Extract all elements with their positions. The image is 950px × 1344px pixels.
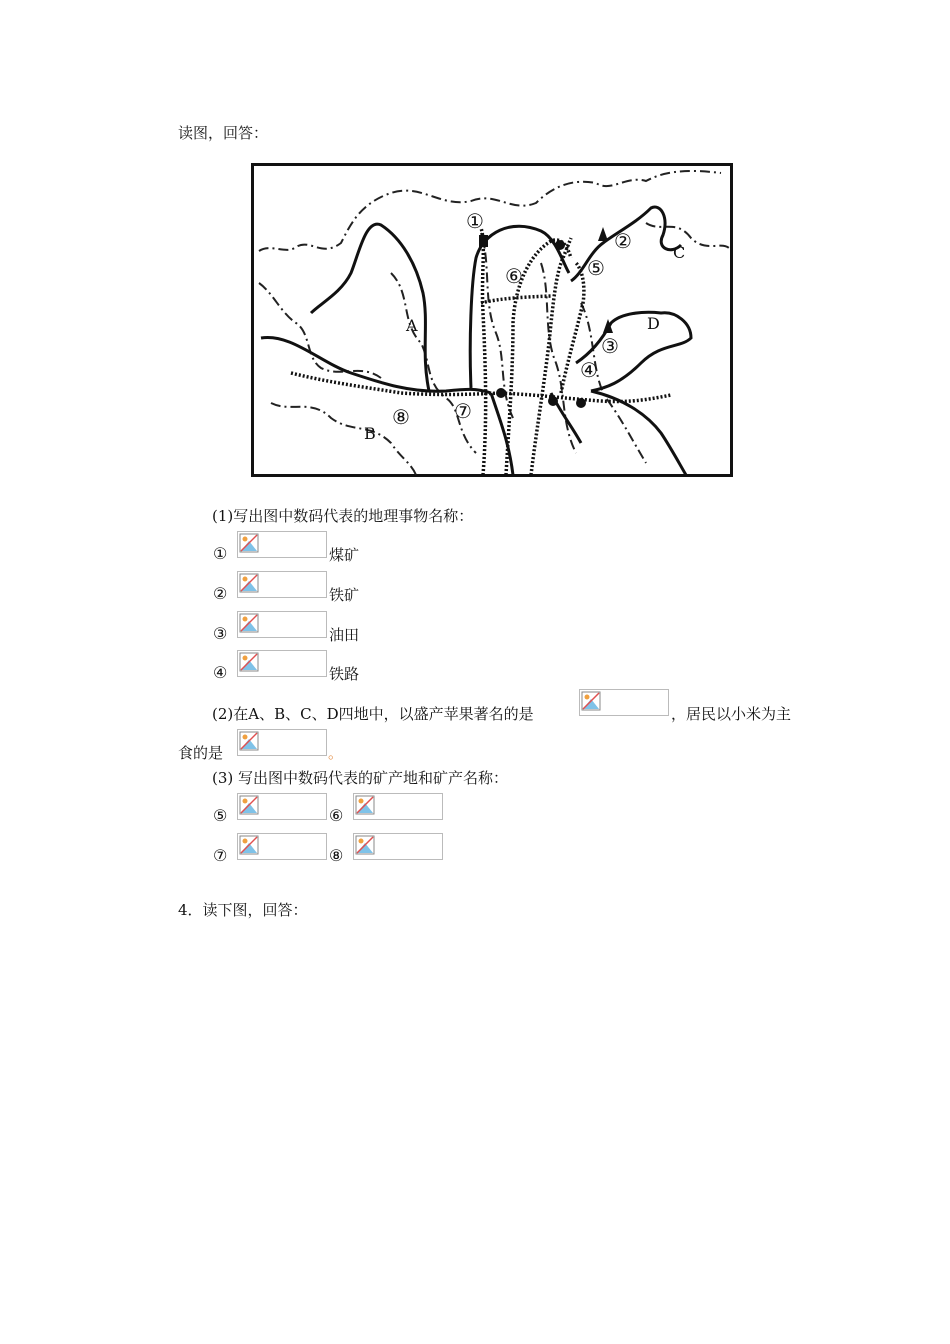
answer-field-apple[interactable] bbox=[579, 689, 669, 716]
broken-image-icon bbox=[239, 795, 259, 815]
broken-image-icon bbox=[239, 533, 259, 553]
q3-num-5: ⑤ bbox=[213, 806, 228, 825]
map-figure bbox=[251, 163, 733, 477]
q3-num-7: ⑦ bbox=[213, 846, 228, 865]
marker-7: ⑦ bbox=[454, 399, 472, 423]
broken-image-icon bbox=[239, 835, 259, 855]
answer-field-8[interactable] bbox=[353, 833, 443, 860]
marker-3: ③ bbox=[601, 334, 619, 358]
q1-prompt: (1)写出图中数码代表的地理事物名称： bbox=[212, 507, 474, 525]
answer-field-3[interactable] bbox=[237, 611, 327, 638]
marker-2: ② bbox=[614, 229, 632, 253]
answer-field-7[interactable] bbox=[237, 833, 327, 860]
broken-image-icon bbox=[581, 691, 601, 711]
q2-part1: (2)在A、B、C、D四地中，以盛产苹果著名的是 bbox=[212, 705, 534, 723]
broken-image-icon bbox=[239, 613, 259, 633]
answer-field-4[interactable] bbox=[237, 650, 327, 677]
city-dot bbox=[576, 398, 586, 408]
q1-suffix-1: 煤矿 bbox=[329, 546, 360, 564]
q1-suffix-4: 铁路 bbox=[329, 665, 360, 683]
intro-text: 读图，回答： bbox=[178, 124, 269, 142]
q3-num-8: ⑧ bbox=[329, 846, 344, 865]
next-question-heading: 4．读下图，回答： bbox=[178, 901, 308, 919]
q2-end-mark: 。 bbox=[328, 744, 344, 762]
region-label-c: C bbox=[673, 243, 686, 262]
city-dot bbox=[555, 240, 565, 250]
answer-field-5[interactable] bbox=[237, 793, 327, 820]
q2-part3: 食的是 bbox=[178, 744, 224, 762]
broken-image-icon bbox=[355, 795, 375, 815]
answer-field-2[interactable] bbox=[237, 571, 327, 598]
broken-image-icon bbox=[239, 731, 259, 751]
marker-6: ⑥ bbox=[505, 264, 523, 288]
city-dot bbox=[548, 396, 558, 406]
marker-1: ① bbox=[466, 209, 484, 233]
city-dot bbox=[496, 388, 506, 398]
answer-field-1[interactable] bbox=[237, 531, 327, 558]
q1-suffix-3: 油田 bbox=[329, 626, 360, 644]
map-svg bbox=[251, 163, 733, 477]
broken-image-icon bbox=[239, 652, 259, 672]
q1-num-2: ② bbox=[213, 584, 228, 603]
marker-8: ⑧ bbox=[392, 405, 410, 429]
region-label-b: B bbox=[364, 424, 376, 443]
region-label-a: A bbox=[406, 316, 418, 335]
marker-4: ④ bbox=[580, 358, 598, 382]
q3-num-6: ⑥ bbox=[329, 806, 344, 825]
broken-image-icon bbox=[239, 573, 259, 593]
q1-num-1: ① bbox=[213, 544, 228, 563]
q1-num-4: ④ bbox=[213, 663, 228, 682]
answer-field-6[interactable] bbox=[353, 793, 443, 820]
q3-prompt: (3) 写出图中数码代表的矿产地和矿产名称： bbox=[212, 769, 509, 787]
broken-image-icon bbox=[355, 835, 375, 855]
answer-field-millet[interactable] bbox=[237, 729, 327, 756]
q1-num-3: ③ bbox=[213, 624, 228, 643]
q2-part2: ，居民以小米为主 bbox=[671, 705, 792, 723]
coal-mine-marker bbox=[479, 235, 488, 247]
marker-5: ⑤ bbox=[587, 256, 605, 280]
region-label-d: D bbox=[647, 314, 660, 333]
q1-suffix-2: 铁矿 bbox=[329, 586, 360, 604]
